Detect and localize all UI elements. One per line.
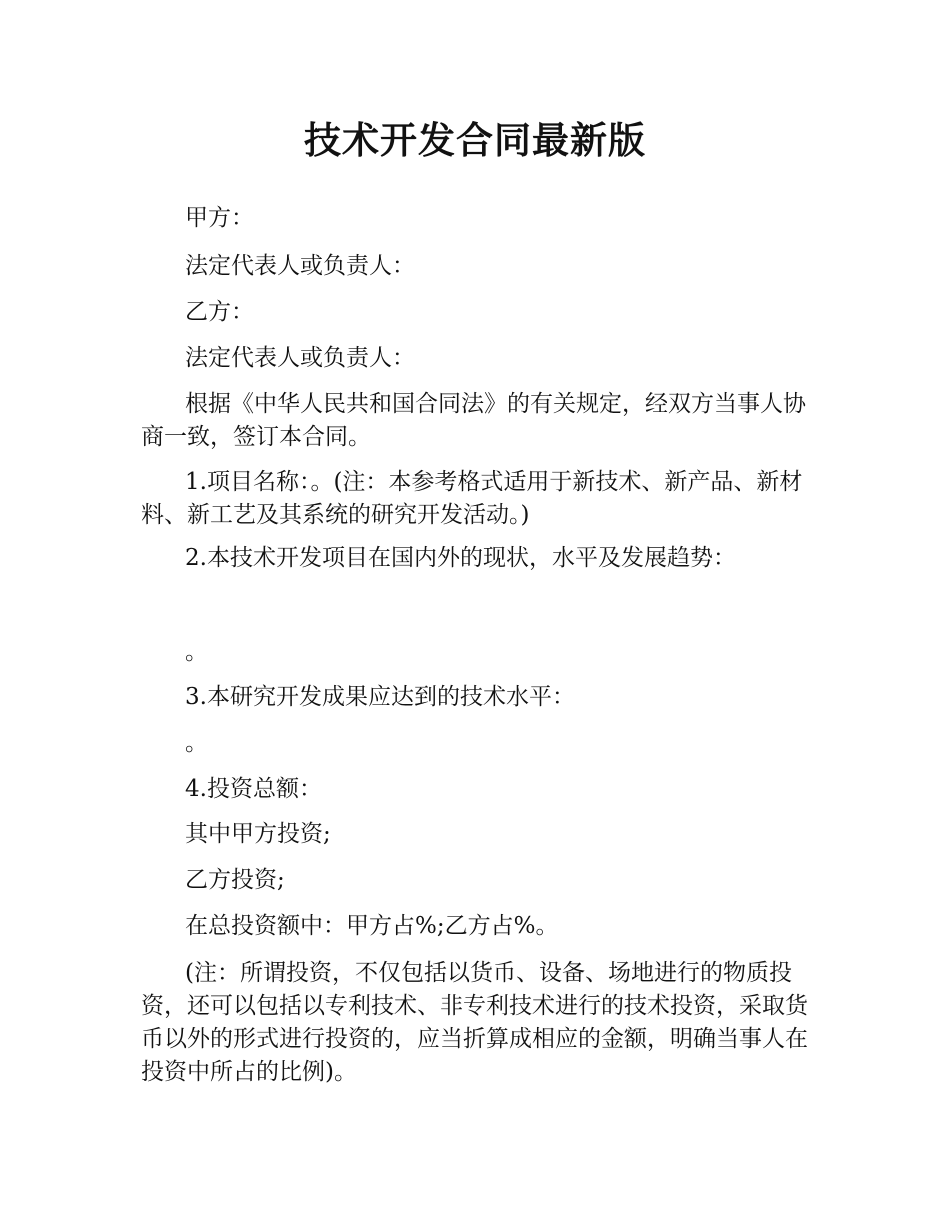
party-b-line: 乙方： bbox=[185, 299, 254, 325]
party-b-representative-line: 法定代表人或负责人： bbox=[185, 345, 415, 371]
clause-3-technical-level: 3.本研究开发成果应达到的技术水平： bbox=[185, 684, 575, 710]
investment-share-line: 在总投资额中：甲方占%;乙方占%。 bbox=[185, 913, 559, 939]
clause-4-total-investment: 4.投资总额： bbox=[185, 776, 322, 802]
party-a-representative-line: 法定代表人或负责人： bbox=[185, 253, 415, 279]
clause-2-end-mark: 。 bbox=[185, 639, 208, 665]
clause-1-project-name: 1.项目名称：。(注：本参考格式适用于新技术、新产品、新材料、新工艺及其系统的研究开发活动。) bbox=[141, 469, 803, 528]
clause-3-end-mark: 。 bbox=[185, 730, 208, 756]
document-title: 技术开发合同最新版 bbox=[304, 119, 646, 162]
investment-note-paragraph: (注：所谓投资，不仅包括以货币、设备、场地进行的物质投资，还可以包括以专利技术、非专利技术进行的技术投资，采取货币以外的形式进行投资的，应当折算成相应的金额，明确当事人在投资中所占的比例)。 bbox=[141, 960, 808, 1085]
party-a-investment-line: 其中甲方投资; bbox=[185, 821, 331, 847]
party-b-investment-line: 乙方投资; bbox=[185, 867, 285, 893]
party-a-line: 甲方： bbox=[185, 205, 254, 231]
clause-2-status: 2.本技术开发项目在国内外的现状，水平及发展趋势： bbox=[185, 545, 736, 571]
preamble-paragraph: 根据《中华人民共和国合同法》的有关规定，经双方当事人协商一致，签订本合同。 bbox=[141, 391, 806, 450]
